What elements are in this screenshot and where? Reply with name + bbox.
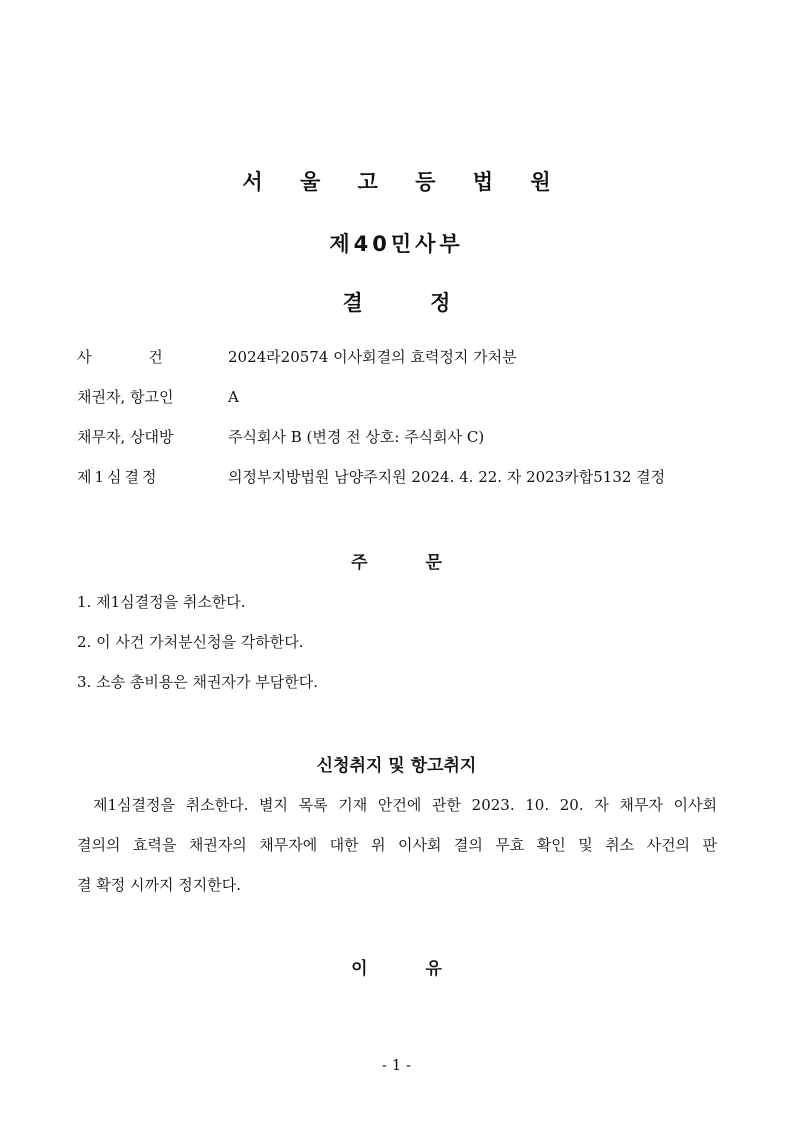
debtor-value: 주식회사 B (변경 전 상호: 주식회사 C) bbox=[228, 428, 485, 446]
division-name: 제40민사부 bbox=[329, 232, 464, 256]
document-type: 결 정 bbox=[342, 291, 451, 315]
creditor-value: A bbox=[228, 388, 239, 406]
claim-line-3: 결 확정 시까지 정지한다. bbox=[77, 876, 241, 894]
order-item-2: 2. 이 사건 가처분신청을 각하한다. bbox=[77, 633, 304, 651]
order-item-3: 3. 소송 총비용은 채권자가 부담한다. bbox=[77, 673, 319, 691]
claim-line-1: 제1심결정을 취소한다. 별지 목록 기재 안건에 관한 2023. 10. 20. 자 채무자 이사회 bbox=[93, 796, 717, 814]
claim-line-2: 결의의 효력을 채권자의 채무자에 대한 위 이사회 결의 무효 확인 및 취소 사건의 판 bbox=[77, 836, 717, 854]
order-item-1: 1. 제1심결정을 취소한다. bbox=[77, 593, 246, 611]
claim-heading: 신청취지 및 항고취지 bbox=[316, 756, 477, 776]
first-instance-label: 제1심결정 bbox=[77, 468, 160, 486]
creditor-label: 채권자, 항고인 bbox=[77, 388, 174, 406]
first-instance-value: 의정부지방법원 남양주지원 2024. 4. 22. 자 2023카합5132 결정 bbox=[228, 468, 666, 486]
reasons-heading: 이 유 bbox=[351, 959, 442, 979]
court-name: 서 울 고 등 법 원 bbox=[242, 170, 566, 194]
case-label: 사 건 bbox=[77, 348, 163, 366]
case-value: 2024라20574 이사회결의 효력정지 가처분 bbox=[228, 348, 517, 366]
order-heading: 주 문 bbox=[351, 553, 442, 573]
page-number: - 1 - bbox=[381, 1056, 412, 1074]
debtor-label: 채무자, 상대방 bbox=[77, 428, 174, 446]
